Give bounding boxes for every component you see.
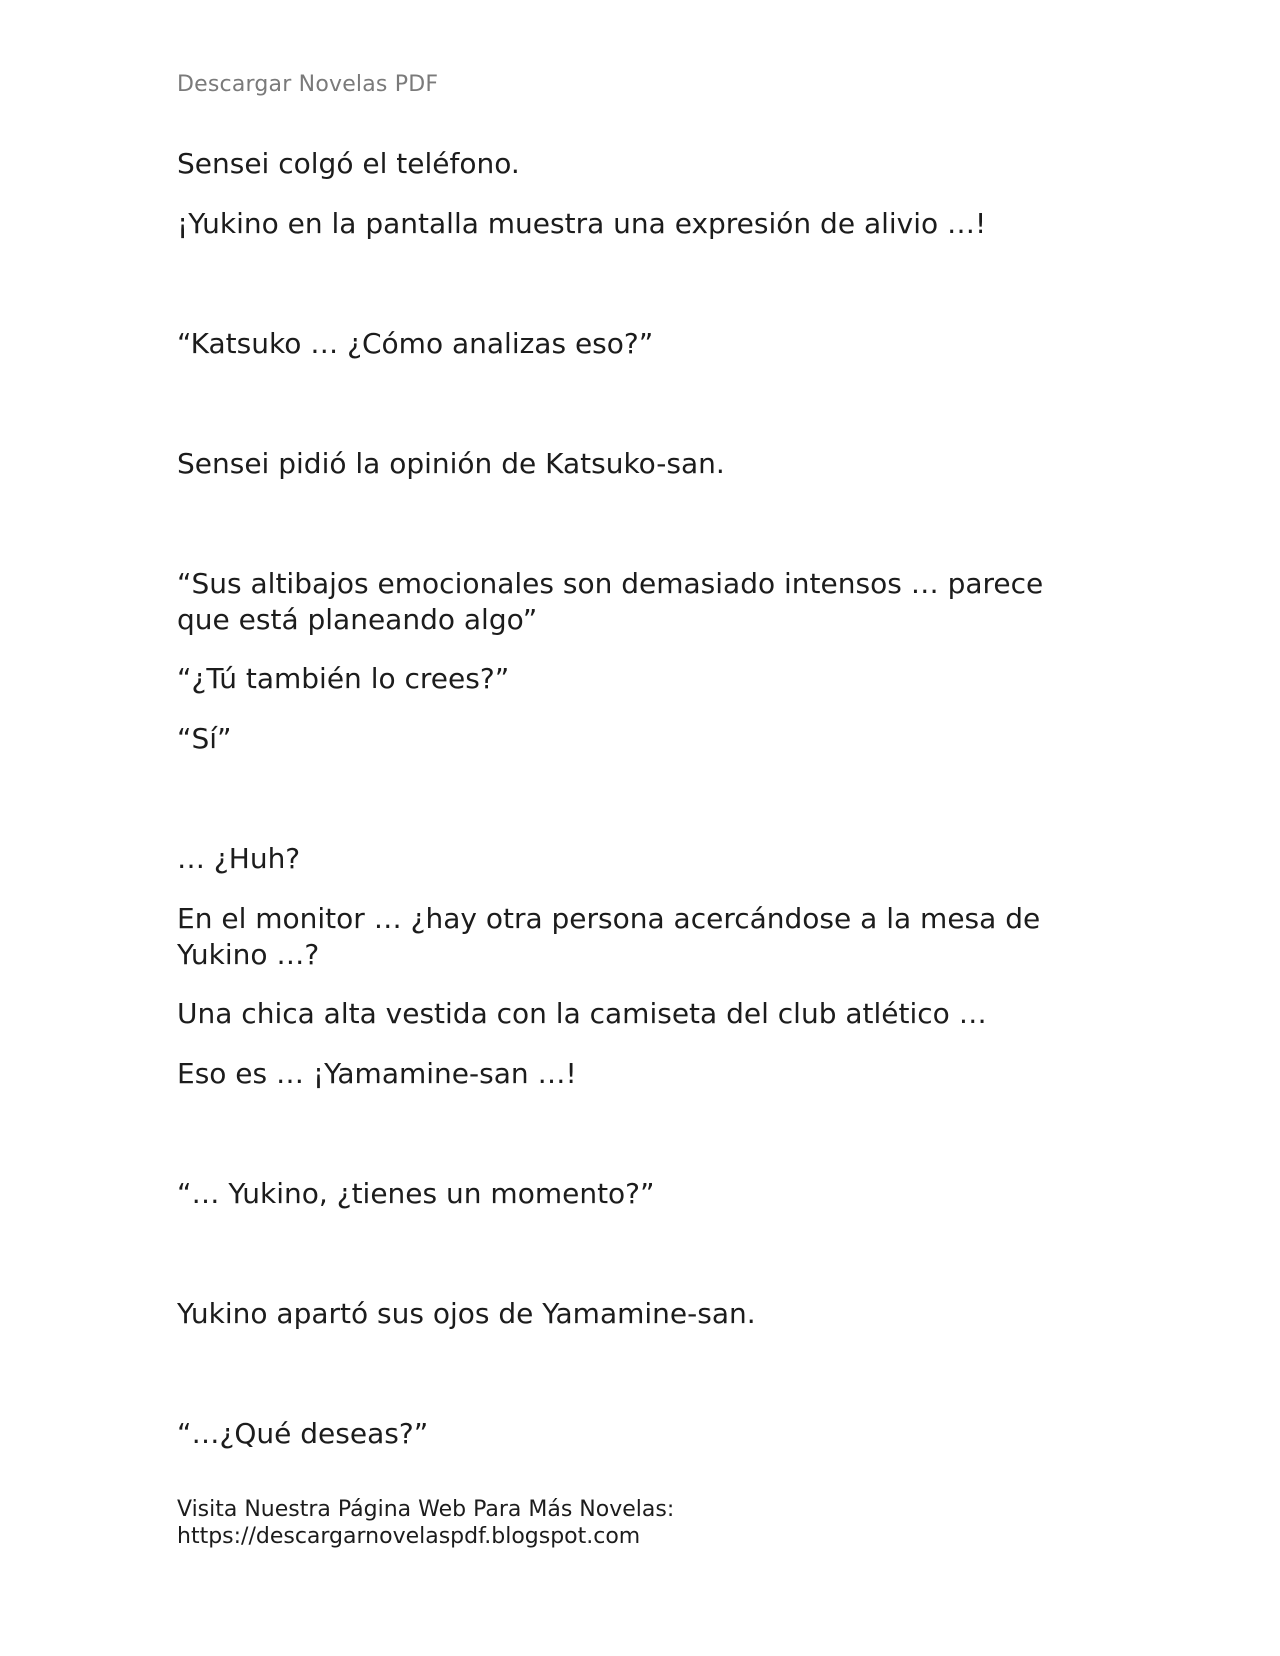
site-header: Descargar Novelas PDF (177, 72, 439, 97)
paragraph: “¿Tú también lo crees?” (177, 662, 510, 695)
paragraph: Yukino apartó sus ojos de Yamamine-san. (177, 1297, 756, 1330)
paragraph: “…¿Qué deseas?” (177, 1417, 429, 1450)
paragraph: ¡Yukino en la pantalla muestra una expresión de alivio …! (177, 207, 987, 240)
paragraph: Sensei colgó el teléfono. (177, 147, 520, 180)
site-footer (177, 1496, 674, 1550)
paragraph: “… Yukino, ¿tienes un momento?” (177, 1177, 655, 1210)
paragraph: En el monitor … ¿hay otra persona acercándose a la mesa de Yukino …? (177, 902, 1041, 971)
paragraph: “Sus altibajos emocionales son demasiado intensos … parece que está planeando algo” (177, 567, 1044, 636)
paragraph: “Katsuko … ¿Cómo analizas eso?” (177, 327, 654, 360)
footer-promo-text: Visita Nuestra Página Web Para Más Novelas: (177, 1497, 675, 1522)
paragraph: “Sí” (177, 722, 232, 755)
paragraph: Una chica alta vestida con la camiseta del club atlético … (177, 997, 987, 1030)
paragraph: Eso es … ¡Yamamine-san …! (177, 1057, 577, 1090)
footer-url: https://descargarnovelaspdf.blogspot.com (177, 1524, 641, 1549)
paragraph: … ¿Huh? (177, 842, 301, 875)
paragraph: Sensei pidió la opinión de Katsuko-san. (177, 447, 725, 480)
